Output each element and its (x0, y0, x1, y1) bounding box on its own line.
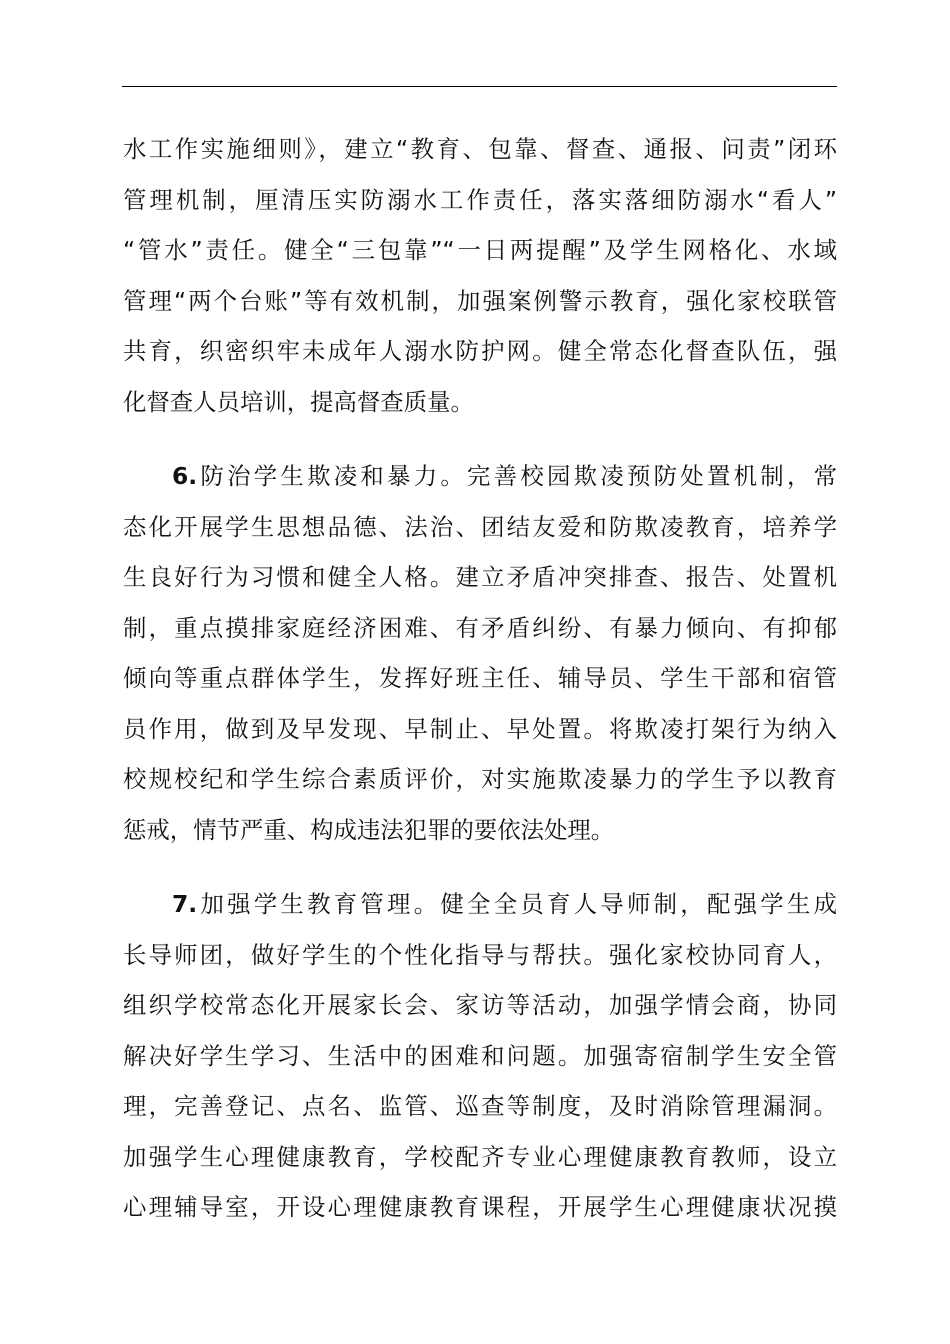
paragraph-gap (123, 427, 837, 451)
text-line: 理，完善登记、点名、监管、巡查等制度，及时消除管理漏洞。 (123, 1092, 837, 1120)
document-body (123, 124, 837, 1233)
text-line: 加强学生心理健康教育，学校配齐专业心理健康教育教师，设立 (123, 1142, 837, 1171)
text-line: 组织学校常态化开展家长会、家访等活动，加强学情会商，协同 (123, 991, 837, 1019)
text-line-first (123, 451, 837, 502)
item-number: 6. (172, 462, 198, 490)
paragraph-gap (123, 855, 837, 879)
text-line: “管水”责任。健全“三包靠”“一日两提醒”及学生网格化、水域 (123, 236, 837, 264)
text-line: 员作用，做到及早发现、早制止、早处置。将欺凌打架行为纳入 (123, 714, 837, 743)
text-run: 加强学生教育管理。健全全员育人导师制，配强学生成 (197, 890, 837, 918)
text-line: 倾向等重点群体学生，发挥好班主任、辅导员、学生干部和宿管 (123, 664, 837, 692)
text-line: 管理“两个台账”等有效机制，加强案例警示教育，强化家校联管 (123, 286, 837, 315)
paragraph-student-management (123, 879, 837, 1233)
text-line: 态化开展学生思想品德、法治、团结友爱和防欺凌教育，培养学 (123, 512, 837, 541)
item-number: 7. (172, 890, 198, 918)
header-rule (122, 86, 837, 87)
text-line: 管理机制，厘清压实防溺水工作责任，落实落细防溺水“看人” (123, 185, 837, 214)
paragraph-anti-bullying (123, 451, 837, 855)
text-line: 水工作实施细则》，建立“教育、包靠、督查、通报、问责”闭环 (123, 135, 837, 163)
text-line-first (123, 879, 837, 930)
text-line: 心理辅导室，开设心理健康教育课程，开展学生心理健康状况摸 (123, 1193, 837, 1221)
text-line: 长导师团，做好学生的个性化指导与帮扶。强化家校协同育人， (123, 940, 837, 969)
text-line: 共育，织密织牢未成年人溺水防护网。健全常态化督查队伍，强 (123, 337, 837, 365)
text-line: 惩戒，情节严重、构成违法犯罪的要依法处理。 (123, 815, 615, 844)
text-line: 生良好行为习惯和健全人格。建立矛盾冲突排查、报告、处置机 (123, 563, 837, 591)
text-line: 化督查人员培训，提高督查质量。 (123, 387, 474, 416)
text-line: 制，重点摸排家庭经济困难、有矛盾纠纷、有暴力倾向、有抑郁 (123, 613, 837, 642)
text-run: 防治学生欺凌和暴力。完善校园欺凌预防处置机制，常 (197, 462, 837, 490)
paragraph-drowning-prevention-continued (123, 124, 837, 427)
text-line: 校规校纪和学生综合素质评价，对实施欺凌暴力的学生予以教育 (123, 765, 837, 793)
text-line: 解决好学生学习、生活中的困难和问题。加强寄宿制学生安全管 (123, 1041, 837, 1070)
